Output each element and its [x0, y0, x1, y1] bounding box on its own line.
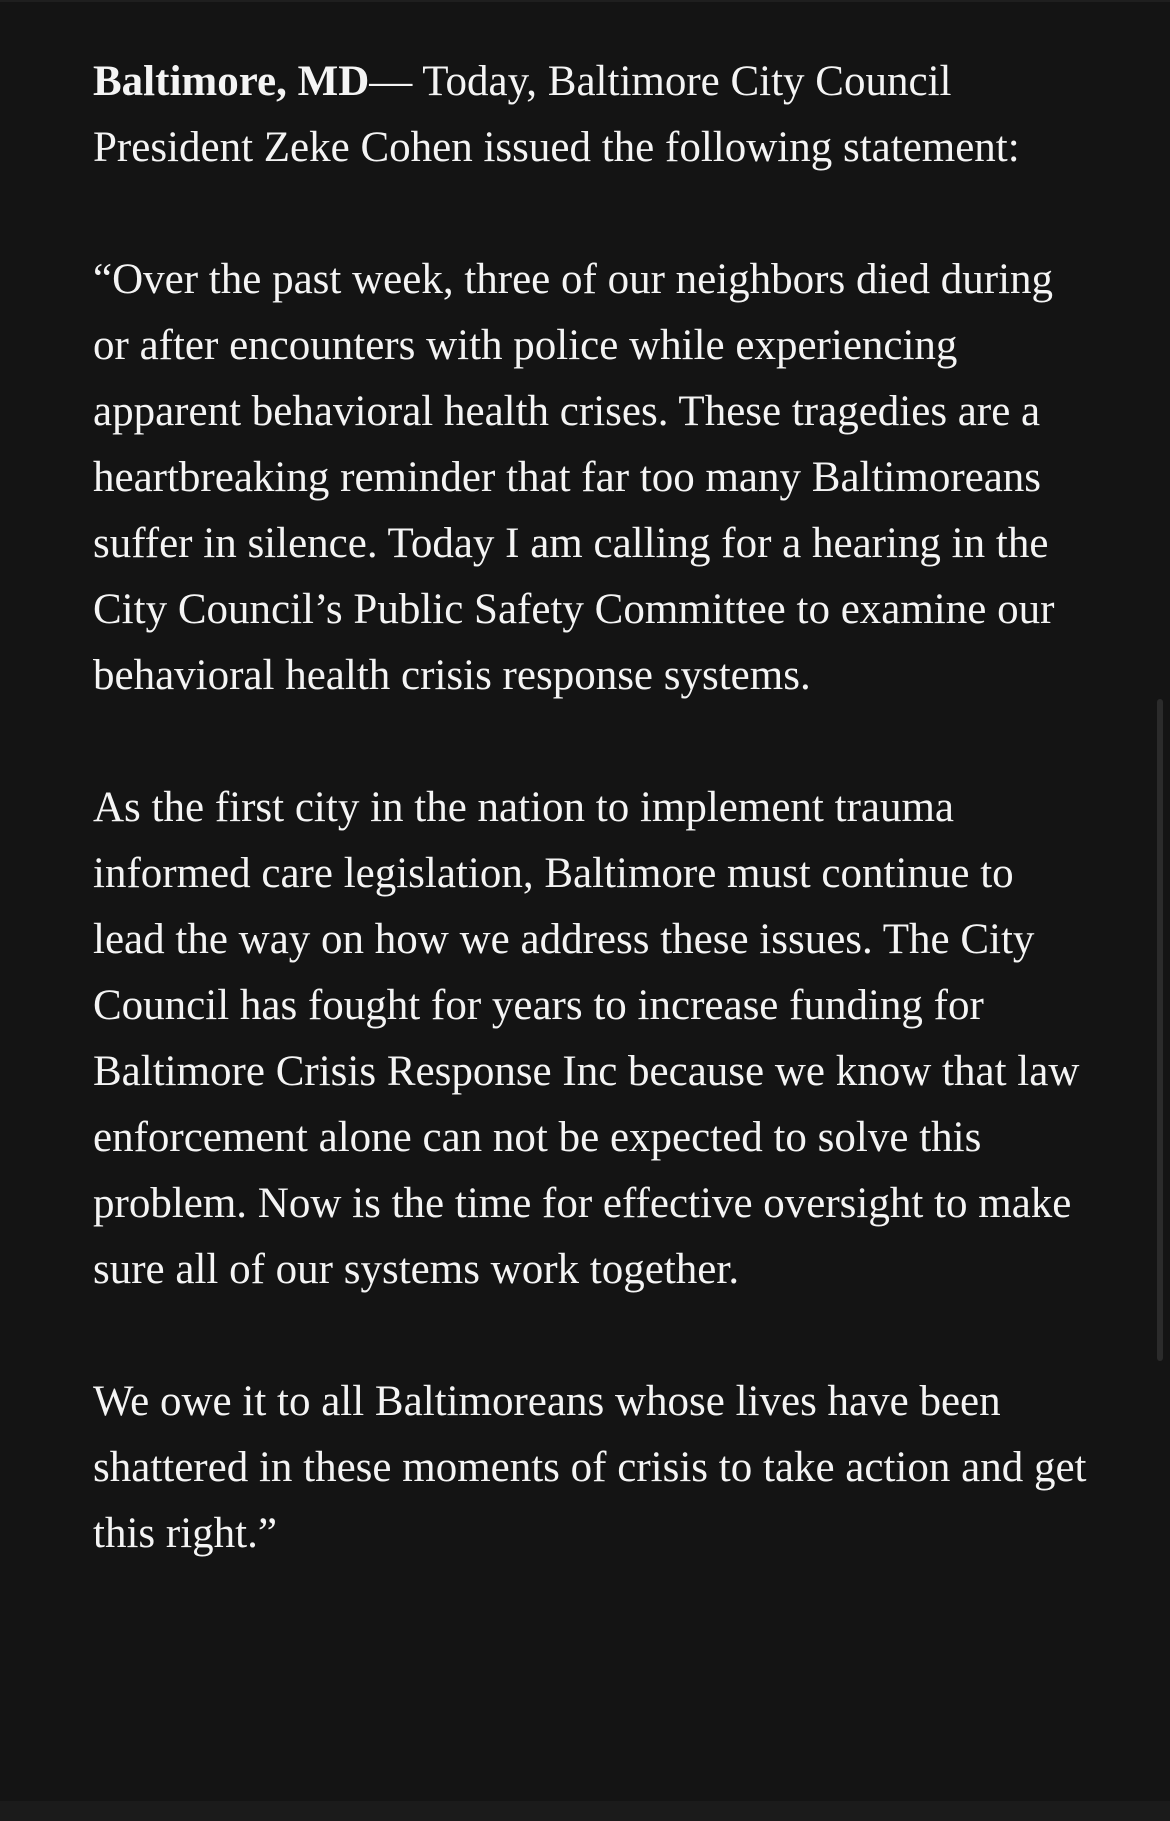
bottom-edge	[0, 1801, 1170, 1821]
statement-paragraph-3: We owe it to all Baltimoreans whose lives have been shattered in these moments of crisis to take action and get this right.”	[93, 1378, 1087, 1557]
press-release-body	[93, 49, 1093, 1567]
intro-text: — Today, Baltimore City Council President Zeke Cohen issued the following statement:	[93, 58, 1020, 171]
statement-paragraph-2: As the first city in the nation to implement trauma informed care legislation, Baltimore must continue to lead the way on how we address these issues. The City Council has fought for years to increase funding for Baltimore Crisis Response Inc because we know that law enforcement alone can not be expected to solve this problem. Now is the time for effective oversight to make sure all of our systems work together.	[93, 784, 1080, 1293]
vertical-scrollbar[interactable]	[1157, 699, 1163, 1361]
dateline: Baltimore, MD	[93, 58, 370, 105]
intro-paragraph	[93, 49, 1093, 181]
statement-paragraph-1: “Over the past week, three of our neighbors died during or after encounters with police while experiencing apparent behavioral health crises. These tragedies are a heartbreaking reminder that far too many Baltimoreans suffer in silence. Today I am calling for a hearing in the City Council’s Public Safety Committee to examine our behavioral health crisis response systems.	[93, 256, 1055, 699]
